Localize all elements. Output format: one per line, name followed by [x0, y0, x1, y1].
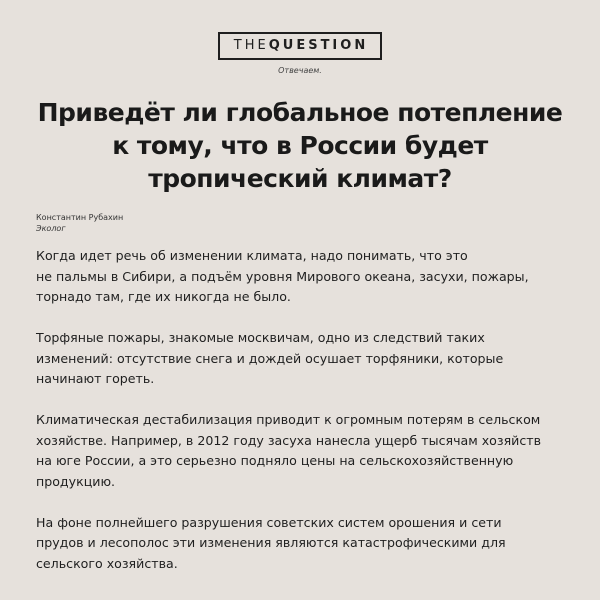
author-name: Константин Рубахин — [36, 213, 124, 222]
answer-line: На фоне полнейшего разрушения советских систем орошения и сети — [36, 514, 502, 530]
question-title-line: тропический климат? — [148, 164, 452, 193]
tagline: Отвечаем. — [278, 66, 322, 75]
answer-line: сельского хозяйства. — [36, 555, 178, 571]
author-block — [36, 212, 123, 234]
answer-paragraph — [36, 246, 576, 308]
answer-line: торнадо там, где их никогда не было. — [36, 289, 291, 304]
question-title — [0, 96, 600, 195]
answer-line: начинают гореть. — [36, 371, 155, 386]
author-role: Эколог — [36, 224, 66, 233]
answer-paragraph — [36, 513, 576, 575]
header — [0, 32, 600, 75]
answer-line: Климатическая дестабилизация приводит к огромным потерям в сельском — [36, 412, 541, 427]
answer-line: продукцию. — [36, 473, 116, 489]
question-title-line: Приведёт ли глобальное потепление — [37, 98, 563, 127]
logo-bold-text: QUESTION — [268, 38, 369, 53]
answer-line: не пальмы в Сибири, а подъём уровня Мирового океана, засухи, пожары, — [36, 268, 529, 284]
answer-line: изменений: отсутствие снега и дождей осушает торфяники, которые — [36, 350, 504, 366]
answer-paragraph — [36, 410, 576, 492]
answer-line: прудов и лесополос эти изменения являются катастрофическими для — [36, 535, 506, 550]
logo-light-text: THE — [233, 38, 269, 53]
answer-line: Торфяные пожары, знакомые москвичам, одно из следствий таких — [36, 330, 485, 345]
answer-paragraph — [36, 328, 576, 390]
site-logo[interactable] — [218, 32, 382, 60]
answer-line: на юге России, а это серьезно подняло цены на сельскохозяйственную — [36, 453, 514, 468]
answer-body — [36, 246, 576, 595]
question-title-line: к тому, что в России будет — [112, 131, 488, 160]
answer-line: Когда идет речь об изменении климата, надо понимать, что это — [36, 248, 468, 263]
answer-line: хозяйстве. Например, в 2012 году засуха нанесла ущерб тысячам хозяйств — [36, 432, 542, 448]
